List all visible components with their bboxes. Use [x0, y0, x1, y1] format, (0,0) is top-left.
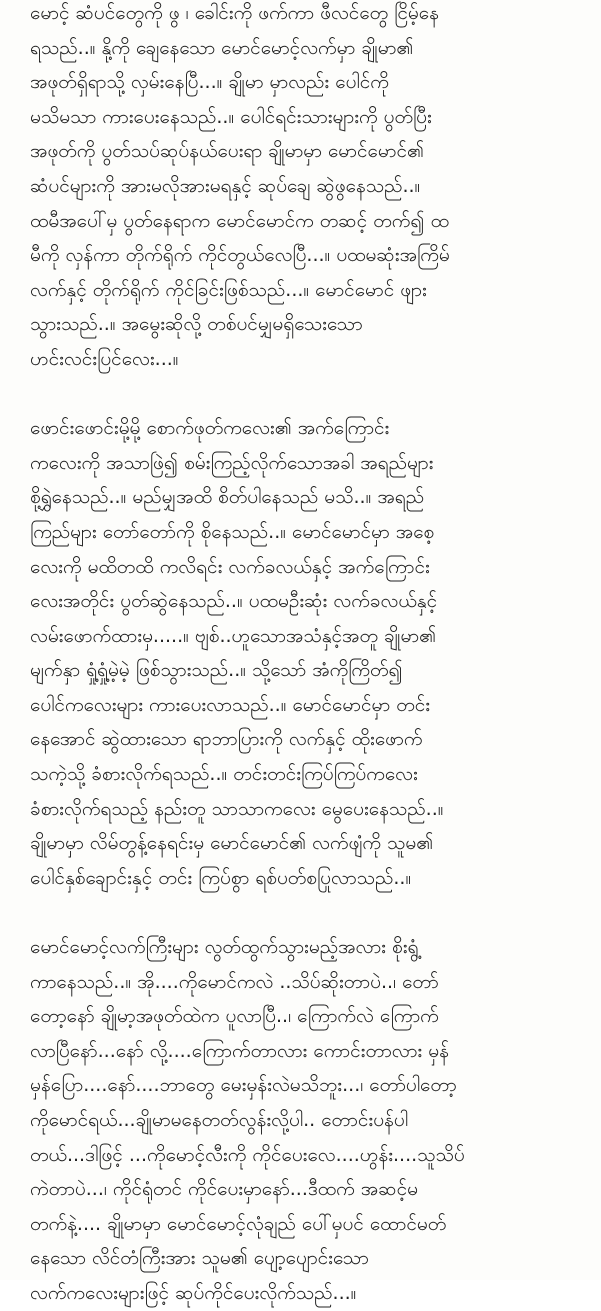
text-line: မီကို လှန်ကာ တိုက်ရိုက် ကိုင်တွယ်လေပြီ...။ ပထမဆုံးအကြိမ်	[30, 244, 450, 267]
text-line: လက်နှင့် တိုက်ရိုက် ကိုင်ခြင်းဖြစ်သည်...။ မောင်မောင် ဖျား	[30, 278, 427, 301]
text-line: မှန်ပြော....နော်....ဘာတွေ မေးမှန်းလဲမသိဘူး...၊ တော်ပါတော့	[30, 1074, 457, 1097]
text-line: ရသည်..။ နို့ကို ချေနေသော မောင်မောင့်လက်မှာ ချိုမာ၏	[30, 36, 414, 59]
text-line: ကိုမောင်ရယ်...ချိုမာမနေတတ်လွန်းလို့ပါ.. တောင်းပန်ပါ	[30, 1109, 408, 1131]
text-line: နေအောင် ဆွဲထားသော ရာဘာပြားကို လက်နှင့် ထိုးဖောက်	[30, 728, 423, 751]
text-line: သွားသည်..။ အမွေးဆိုလို့ တစ်ပင်မျှမရှိသေးသော	[30, 313, 363, 336]
text-line: လက်ကလေးများဖြင့် ဆုပ်ကိုင်ပေးလိုက်သည်...။	[30, 1281, 357, 1304]
paragraph-3	[30, 930, 576, 1311]
text-line: လေးကို မထိတထိ ကလိရင်း လက်ခလယ်နှင့် အက်ကြောင်း	[30, 555, 430, 578]
text-line: လေးအတိုင်း ပွတ်ဆွဲနေသည်..။ ပထမဦးဆုံး လက်ခလယ်နှင့်	[30, 590, 438, 613]
text-line: တယ်...ဒါဖြင့် ...ကိုမောင့်လီးကို ကိုင်ပေးလေ....ဟွန်း....သူသိပ်	[30, 1143, 465, 1166]
paragraph-2	[30, 411, 576, 895]
text-line: မောင်မောင့်လက်ကြီးများ လွတ်ထွက်သွားမည့်အလား စိုးရွံ့	[30, 936, 419, 959]
text-line: ကဲတာပဲ...၊ ကိုင်ရုံတင် ကိုင်ပေးမှာနော်...ဒီထက် အဆင့်မ	[30, 1178, 418, 1201]
story-text	[30, 0, 576, 1311]
text-line: ခံစားလိုက်ရသည့် နည်းတူ သာသာကလေး မွေပေးနေသည်..။	[30, 797, 444, 820]
text-line: ကြည်များ တော်တော်ကို စိုနေသည်..။ မောင်မောင်မှာ အစေ့	[30, 520, 435, 543]
text-line: ဖောင်းဖောင်းမို့မို့ စောက်ဖုတ်ကလေး၏ အက်ကြောင်း	[30, 417, 390, 440]
text-line: နေသော လိင်တံကြီးအား သူမ၏ ပျော့ပျောင်းသော	[30, 1247, 369, 1270]
text-line: သကဲ့သို့ ခံစားလိုက်ရသည်..။ တင်းတင်းကြပ်ကြပ်ကလေး	[30, 763, 418, 786]
paragraph-1	[30, 0, 576, 377]
text-line: ကာနေသည်..။ အို....ကိုမောင်ကလဲ ..သိပ်ဆိုးတာပဲ..၊ တော်	[30, 970, 439, 993]
paragraph-gap	[30, 895, 576, 930]
text-line: ချိုမာမှာ လိမ်တွန့်နေရင်းမှ မောင်မောင်၏ လက်ဖျံကို သူမ၏	[30, 832, 434, 855]
text-line: လာပြီနော်...နော် လို့....ကြောက်တာလား ကောင်းတာလား မှန်	[30, 1039, 449, 1062]
text-line: စို့ရွှဲနေသည်..။ မည်မျှအထိ စိတ်ပါနေသည် မသိ..။ အရည်	[30, 486, 425, 509]
text-line: မောင့် ဆံပင်တွေကို ဖွ ၊ ခေါင်းကို ဖက်ကာ ဖီလင်တွေ ငြိမ့်နေ	[30, 2, 439, 24]
text-line: တော့နော် ချိုမာ့အဖုတ်ထဲက ပူလာပြီ..၊ ကြောက်လဲ ကြောက်	[30, 1005, 439, 1028]
text-line: ကလေးကို အသာဖြဲ၍ စမ်းကြည့်လိုက်သောအခါ အရည်များ	[30, 451, 434, 474]
paragraph-gap	[30, 377, 576, 412]
text-line: ပေါင်နှစ်ချောင်းနှင့် တင်း ကြပ်စွာ ရစ်ပတ်စပြုလာသည်..။	[30, 866, 412, 889]
text-line: ပေါင်ကလေးများ ကားပေးလာသည်..။ မောင်မောင်မှာ တင်း	[30, 693, 431, 716]
text-line: တက်နဲ့.... ချိုမာမှာ မောင်မောင့်လုံချည် ပေါ်မှပင် ထောင်မတ်	[30, 1212, 447, 1235]
text-line: အဖုတ်ရှိရာသို့ လှမ်းနေပြီ...။ ချိုမာ မှာလည်း ပေါင်ကို	[30, 71, 389, 94]
text-line: ထမီအပေါ်မှ ပွတ်နေရာက မောင်မောင်က တဆင့် တက်၍ ထ	[30, 209, 449, 232]
text-line: မသိမသာ ကားပေးနေသည်..။ ပေါင်ရင်းသားများကို ပွတ်ပြီး	[30, 105, 432, 128]
text-line: ဟင်းလင်းပြင်လေး...။	[30, 347, 179, 370]
text-line: မျက်နှာ ရှုံ့ရှုံ့မဲ့မဲ့ ဖြစ်သွားသည်..။ သို့သော် အံကိုကြိတ်၍	[30, 659, 403, 682]
text-line: အဖုတ်ကို ပွတ်သပ်ဆုပ်နယ်ပေးရာ ချိုမာမှာ မောင်မောင်၏	[30, 140, 424, 163]
text-line: လမ်းဖောက်ထားမှ.....။ ဗျစ်..ဟူသောအသံနှင့်အတူ ချိုမာ၏	[30, 624, 437, 647]
text-line: ဆံပင်များကို အားမလိုအားမရနှင့် ဆုပ်ချေ ဆွဲဖွနေသည်..။	[30, 174, 421, 197]
